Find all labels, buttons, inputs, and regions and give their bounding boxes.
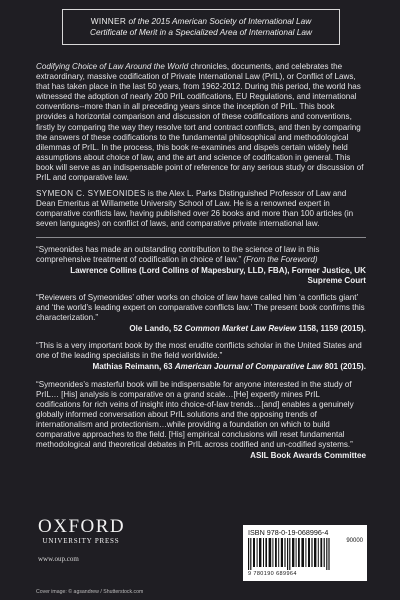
logo-subtitle: UNIVERSITY PRESS — [42, 537, 120, 545]
award-winner-label: WINNER — [90, 16, 127, 26]
oxford-logo — [38, 517, 124, 546]
back-cover-content — [36, 62, 366, 468]
cover-footer — [0, 505, 400, 600]
author-name: SYMEON C. SYMEONIDES — [36, 189, 146, 199]
attribution-publication: American Journal of Comparative Law — [174, 362, 323, 372]
quote-body: “Symeonides’s masterful book will be indispensable for anyone interested in the study of PrIL… [His] analysis is comparative on a grand scale…[He] expertly mines PrIL codifications for rich veins of insight into choice-of-law trends…[and] enables a genuinely globally informed conversation about PrIL solutions and the opposing trends of internationalism and protectionism…while providing a foundation on which to build comparative approaches to the field. [His] empirical conclusions will reset fundamental methodological and theoretical debates in PrIL across codified and un-codified systems.” — [36, 379, 354, 450]
barcode-icon — [248, 538, 330, 570]
award-line-2 — [71, 27, 331, 38]
attribution-text: Lawrence Collins (Lord Collins of Mapesbury, LLD, FBA), Former Justice, UK Supreme Court — [70, 265, 366, 285]
quote-body: “This is a very important book by the most erudite conflicts scholar in the United States and one of the leading specialists in the field worldwide.” — [36, 341, 362, 361]
book-title: Codifying Choice of Law Around the World — [36, 62, 189, 71]
quote-attribution — [36, 362, 366, 372]
description-text: chronicles, documents, and celebrates the extraordinary, massive codification of Private International Law (PrIL), or Conflict of Laws, that has taken place in the last 50 years, from 1962-2012. During this period, the world has witnessed the adoption of nearly 200 PrIL codifications, EU Regulations, and international conventions--more than in all preceding years since the inception of PrIL. This book provides a horizontal comparison and discussion of these codifications and conventions, firstly by comparing the way they resolve tort and contract conflicts, and then by comparing the answers of these codifications to the fundamental philosophical and methodological dilemmas of PrIL. In the process, this book re-examines and dispels certain widely held assumptions about choice of law, and the art and science of codification in general. This book will serve as an indispensable point of reference for any serious study or discussion of PrIL and comparative law. — [36, 62, 364, 183]
attribution-text: ASIL Book Awards Committee — [250, 451, 366, 461]
attribution-publication: Common Market Law Review — [184, 324, 297, 334]
attribution-citation: 1158, 1159 (2015). — [296, 324, 366, 334]
author-bio — [36, 189, 366, 229]
quote-attribution — [36, 451, 366, 461]
logo-wordmark: OXFORD — [38, 516, 126, 537]
book-description — [36, 62, 366, 183]
attribution-text: Mathias Reimann, 63 — [92, 362, 175, 372]
quote-body: “Reviewers of Symeonides’ other works on choice of law have called him ‘a conflicts giant’ and ‘the world’s leading expert on comparative conflicts law.’ The present book confirms this characterization.” — [36, 292, 365, 323]
price-code: 90000 — [346, 538, 363, 544]
barcode-label — [243, 525, 367, 581]
section-divider — [36, 237, 366, 238]
publisher-url: www.oup.com — [38, 555, 79, 563]
review-quote — [36, 341, 366, 372]
quote-text — [36, 293, 366, 323]
award-box — [62, 9, 340, 45]
barcode-digits: 9 780190 689964 — [248, 571, 297, 577]
attribution-citation: 801 (2015). — [322, 362, 366, 372]
award-line-1-rest: of the 2015 American Society of International Law — [126, 16, 312, 26]
quote-text — [36, 245, 366, 265]
cover-image-credit: Cover image: © agsandrew / Shutterstock.com — [36, 589, 144, 595]
quote-attribution — [36, 324, 366, 334]
award-line-1 — [71, 16, 331, 27]
quote-text — [36, 341, 366, 361]
review-quote — [36, 380, 366, 462]
quote-attribution — [36, 266, 366, 286]
attribution-text: Ole Lando, 52 — [129, 324, 185, 334]
quote-body: “Symeonides has made an outstanding contribution to the science of law in this comprehensive treatment of codification in choice of law.” — [36, 244, 320, 264]
quote-note: (From the Foreword) — [243, 254, 318, 264]
review-quote — [36, 293, 366, 334]
award-line-2-text: Certificate of Merit in a Specialized Area of International Law — [90, 26, 312, 37]
review-quote — [36, 245, 366, 286]
isbn-text: ISBN 978-0-19-068996-4 — [248, 528, 329, 537]
author-bio-text: is the Alex L. Parks Distinguished Professor of Law and Dean Emeritus at Willamette University School of Law. He is a renowned expert in comparative conflicts law, having published over 26 books and more than 100 articles (in seven languages) on conflict of laws, and comparative private international law. — [36, 189, 354, 229]
quote-text — [36, 380, 366, 451]
